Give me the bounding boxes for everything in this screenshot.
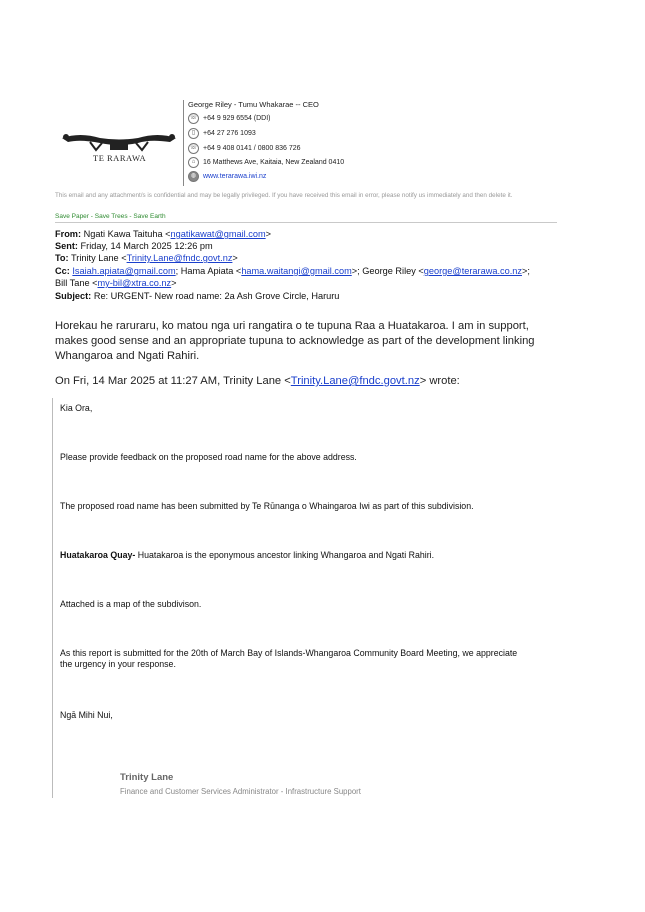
cc-email-link-4[interactable]: my-bil@xtra.co.nz bbox=[97, 278, 172, 288]
quoted-paragraph-3: Huatakaroa Quay- Huatakaroa is the eponymous ancestor linking Whangaroa and Ngati Rahiri. bbox=[60, 550, 435, 560]
signature-address: ⌂ 16 Matthews Ave, Kaitaia, New Zealand 0410 bbox=[188, 157, 344, 168]
signature-mobile: ▯ +64 27 276 1093 bbox=[188, 128, 256, 139]
quoted-paragraph-1: Please provide feedback on the proposed road name for the above address. bbox=[60, 452, 357, 462]
signature-phone-office: ☏ +64 9 408 0141 / 0800 836 726 bbox=[189, 145, 301, 152]
cc-email-link-1[interactable]: Isaiah.apiata@gmail.com bbox=[72, 266, 176, 276]
cc-email-link-2[interactable]: hama.waitangi@gmail.com bbox=[241, 266, 352, 276]
sent-line: Sent: Friday, 14 March 2025 12:26 pm bbox=[55, 241, 213, 251]
from-line: From: Ngati Kawa Taituha <ngatikawat@gmail.com> bbox=[55, 229, 272, 239]
reply-body: Horekau he raruraru, ko matou nga uri rangatira o te tupuna Raa a Huatakaroa. I am in support, makes good sense and an appropriate tupuna to acknowledge as part of the development linking Whangaroa and Ngati Rahiri. bbox=[55, 320, 535, 362]
sender-name: Trinity Lane bbox=[120, 772, 174, 783]
sender-title: Finance and Customer Services Administrator - Infrastructure Support bbox=[120, 787, 361, 796]
signature-phone-ddi: ☏ +64 9 929 6554 (DDI) bbox=[189, 115, 271, 122]
subject-line: Subject: Re: URGENT- New road name: 2a Ash Grove Circle, Haruru bbox=[55, 291, 340, 301]
confidentiality-disclaimer: This email and any attachment/s is confidential and may be legally privileged. If you have received this email in error, please notify us immediately and then delete it. bbox=[55, 192, 513, 199]
logo-text: TE RARAWA bbox=[93, 153, 147, 163]
quote-intro: On Fri, 14 Mar 2025 at 11:27 AM, Trinity Lane <Trinity.Lane@fndc.govt.nz> wrote: bbox=[55, 375, 460, 387]
phone-icon: ☏ bbox=[188, 113, 199, 124]
eco-note: Save Paper - Save Trees - Save Earth bbox=[55, 213, 166, 220]
mobile-icon: ▯ bbox=[188, 128, 199, 139]
quote-intro-email-link[interactable]: Trinity.Lane@fndc.govt.nz bbox=[290, 375, 420, 387]
cc-line: Cc: Isaiah.apiata@gmail.com; Hama Apiata <hama.waitangi@gmail.com>; George Riley <george@terarawa.co.nz>; bbox=[55, 266, 530, 276]
globe-icon: ◍ bbox=[188, 171, 199, 182]
from-email-link[interactable]: ngatikawat@gmail.com bbox=[170, 229, 266, 239]
cc-line-2: Bill Tane <my-bil@xtra.co.nz> bbox=[55, 278, 177, 288]
signature-website[interactable]: ◍ www.terarawa.iwi.nz bbox=[188, 171, 266, 182]
header-divider bbox=[55, 222, 557, 223]
signature-name: George Riley - Tumu Whakarae -- CEO bbox=[188, 100, 319, 109]
to-email-link[interactable]: Trinity.Lane@fndc.govt.nz bbox=[126, 253, 233, 263]
quoted-paragraph-2: The proposed road name has been submitted by Te Rūnanga o Whaingaroa Iwi as part of this subdivision. bbox=[60, 501, 474, 511]
quoted-paragraph-4: Attached is a map of the subdivison. bbox=[60, 599, 202, 609]
phone-icon: ☏ bbox=[188, 143, 199, 154]
quoted-paragraph-5: As this report is submitted for the 20th of March Bay of Islands-Whangaroa Community Board Meeting, we appreciate the urgency in your response. bbox=[60, 648, 518, 669]
quoted-closing: Ngā Mihi Nui, bbox=[60, 710, 113, 720]
quote-bar bbox=[52, 398, 53, 798]
signature-divider bbox=[183, 100, 184, 186]
cc-email-link-3[interactable]: george@terarawa.co.nz bbox=[423, 266, 522, 276]
location-icon: ⌂ bbox=[188, 157, 199, 168]
to-line: To: Trinity Lane <Trinity.Lane@fndc.govt.nz> bbox=[55, 253, 238, 263]
quoted-greeting: Kia Ora, bbox=[60, 403, 93, 413]
